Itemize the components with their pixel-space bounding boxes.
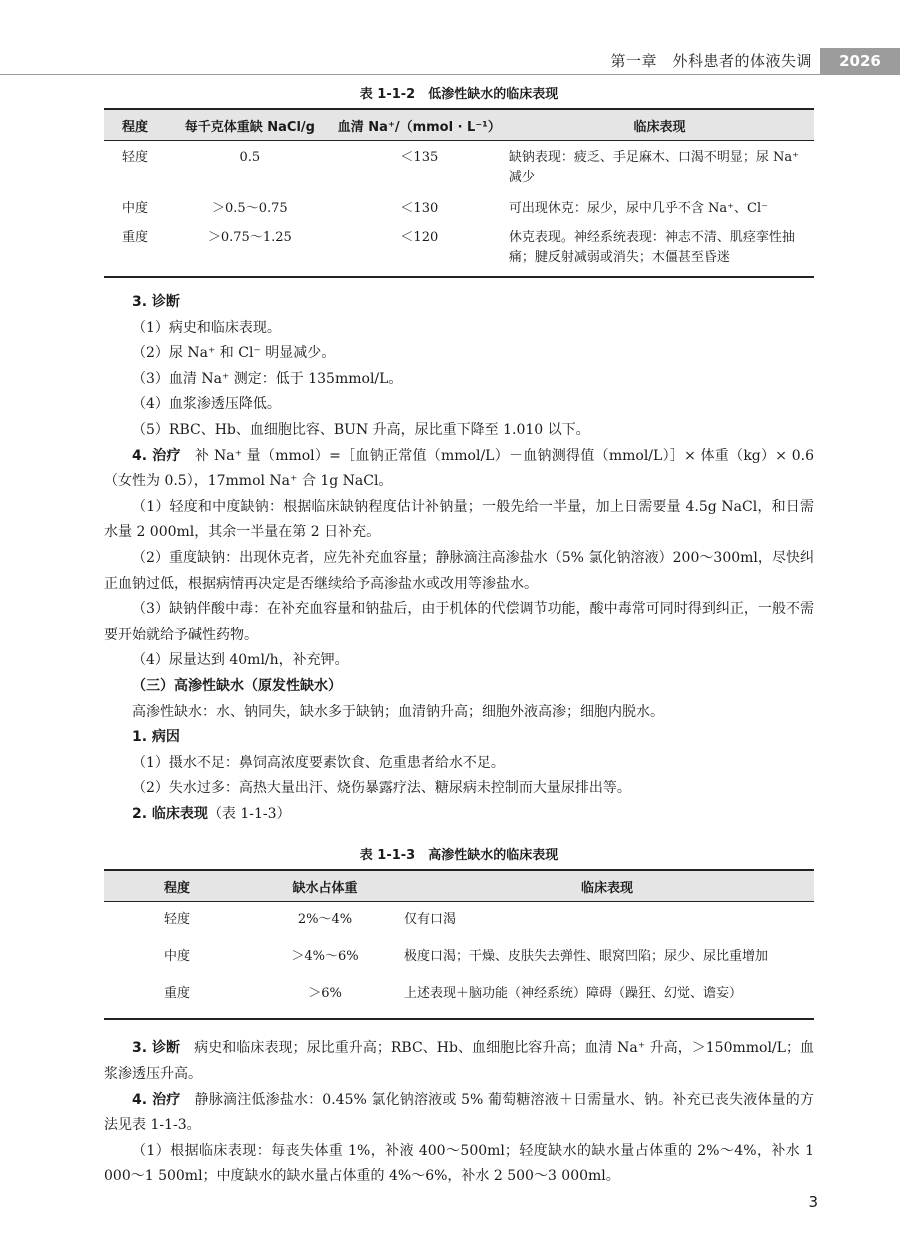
treatment-formula: 补 Na⁺ 量（mmol）=［血钠正常值（mmol/L）－血钠测得值（mmol/L）］× 体重（kg）× 0.6（女性为 0.5），17mmol Na⁺ 合 1g NaCl。 [104,447,815,490]
table-cell: 仅有口渴 [404,912,457,928]
section-intro: 高渗性缺水：水、钠同失，缺水多于缺钠；血清钠升高；细胞外液高渗；细胞内脱水。 [132,703,664,720]
column-header: 血清 Na⁺/（mmol · L⁻¹） [334,109,505,141]
column-header: 缺水占体重 [250,870,400,902]
list-item: （3）缺钠伴酸中毒：在补充血容量和钠盐后，由于机体的代偿调节功能，酸中毒常可同时得到纠正，一般不需要开始就给予碱性药物。 [104,601,814,643]
hypotonic-dehydration-table [104,108,814,278]
table-cell: 休克表现。神经系统表现：神志不清、肌痉挛性抽痛；腱反射减弱或消失；木僵甚至昏迷 [508,230,795,265]
table-cell: ＞0.75～1.25 [207,230,292,245]
list-item: （4）血浆渗透压降低。 [132,396,281,413]
list-item: （2）尿 Na⁺ 和 Cl⁻ 明显减少。 [132,345,336,362]
table-cell: 中度 [121,201,148,216]
treatment-text: 静脉滴注低渗盐水：0.45% 氯化钠溶液或 5% 葡萄糖溶液＋日需量水、钠。补充已丧失液体量的方法见表 1-1-3。 [104,1091,814,1134]
column-header: 程度 [104,109,166,141]
table-row [104,224,814,277]
table-cell: ＜135 [400,150,439,165]
running-header [0,48,900,75]
table-cell: 中度 [163,949,190,965]
table-cell: ＞6% [308,986,342,1002]
diagnosis-text: 病史和临床表现；尿比重升高；RBC、Hb、血细胞比容升高；血清 Na⁺ 升高，＞150mmol/L；血浆渗透压升高。 [104,1040,815,1083]
treatment-paragraph [104,444,814,495]
table-row [104,141,814,194]
table-cell: 轻度 [121,150,148,165]
list-item: （4）尿量达到 40ml/h，补充钾。 [132,652,349,669]
column-header: 临床表现 [400,870,814,902]
list-item: （2）重度缺钠：出现休克者，应先补充血容量；静脉滴注高渗盐水（5% 氯化钠溶液）200～300ml，尽快纠正血钠过低，根据病情再决定是否继续给予高渗盐水或改用等渗盐水。 [104,549,814,592]
table-header-row [104,109,814,141]
clinical-heading: 2. 临床表现 [132,805,208,822]
hypertonic-dehydration-table [104,869,814,1020]
diagnosis-paragraph [104,1036,814,1087]
table-row [104,941,814,978]
table-cell: 上述表现＋脑功能（神经系统）障碍（躁狂、幻觉、谵妄） [404,986,743,1002]
diagnosis-heading: 3. 诊断 [132,294,180,310]
clinical-table-ref: （表 1-1-3） [207,805,291,822]
table-cell: 2%～4% [297,912,353,928]
table-row [104,193,814,224]
table-cell: 重度 [163,986,190,1002]
table-row [104,978,814,1019]
table1-caption: 表 1-1-2 低渗性缺水的临床表现 [359,87,559,102]
table-cell: ＜120 [400,230,439,245]
table-cell: 可出现休克：尿少，尿中几乎不含 Na⁺、Cl⁻ [508,201,768,216]
table-cell: 重度 [121,230,148,245]
table2-caption: 表 1-1-3 高渗性缺水的临床表现 [359,848,559,864]
page-number: 3 [808,1193,818,1211]
treatment-heading: 4. 治疗 [132,1091,181,1108]
table-cell: ＞4%～6% [291,949,359,965]
table-row [104,902,814,942]
column-header: 程度 [104,870,250,902]
table-cell: 0.5 [239,150,261,165]
section-title: （三）高渗性缺水（原发性缺水） [132,677,342,694]
chapter-title: 第一章 外科患者的体液失调 [610,52,812,70]
list-item: （1）根据临床表现：每丧失体重 1%，补液 400～500ml；轻度缺水的缺水量占体重的 2%～4%，补水 1 000～1 500ml；中度缺水的缺水量占体重的 4%～6%，补水 2 500～3 000ml。 [104,1142,814,1185]
list-item: （2）失水过多：高热大量出汗、烧伤暴露疗法、糖尿病未控制而大量尿排出等。 [132,780,631,797]
table-cell: 缺钠表现：疲乏、手足麻木、口渴不明显；尿 Na⁺ 减少 [508,150,800,185]
list-item: （1）轻度和中度缺钠：根据临床缺钠程度估计补钠量；一般先给一半量，加上日需要量 4.5g NaCl，和日需水量 2 000ml，其余一半量在第 2 日补充。 [104,498,814,541]
page-body [104,82,814,1190]
list-item: （5）RBC、Hb、血细胞比容、BUN 升高，尿比重下降至 1.010 以下。 [132,421,590,438]
table-cell: 极度口渴；干燥、皮肤失去弹性、眼窝凹陷；尿少、尿比重增加 [404,949,769,965]
table-cell: ＜130 [400,201,439,216]
table-cell: 轻度 [163,912,190,928]
clinical-paragraph [104,802,814,828]
list-item: （1）病史和临床表现。 [132,319,281,336]
list-item: （3）血清 Na⁺ 测定：低于 135mmol/L。 [132,370,403,387]
table-cell: ＞0.5～0.75 [212,201,288,216]
treatment-heading: 4. 治疗 [132,447,181,464]
list-item: （1）摄水不足：鼻饲高浓度要素饮食、危重患者给水不足。 [132,754,505,771]
treatment-paragraph [104,1088,814,1139]
cause-heading: 1. 病因 [132,729,180,746]
table-header-row [104,870,814,902]
column-header: 每千克体重缺 NaCl/g [166,109,334,141]
diagnosis-heading: 3. 诊断 [132,1040,181,1057]
year-badge: 2026 [820,48,900,74]
column-header: 临床表现 [505,109,814,141]
